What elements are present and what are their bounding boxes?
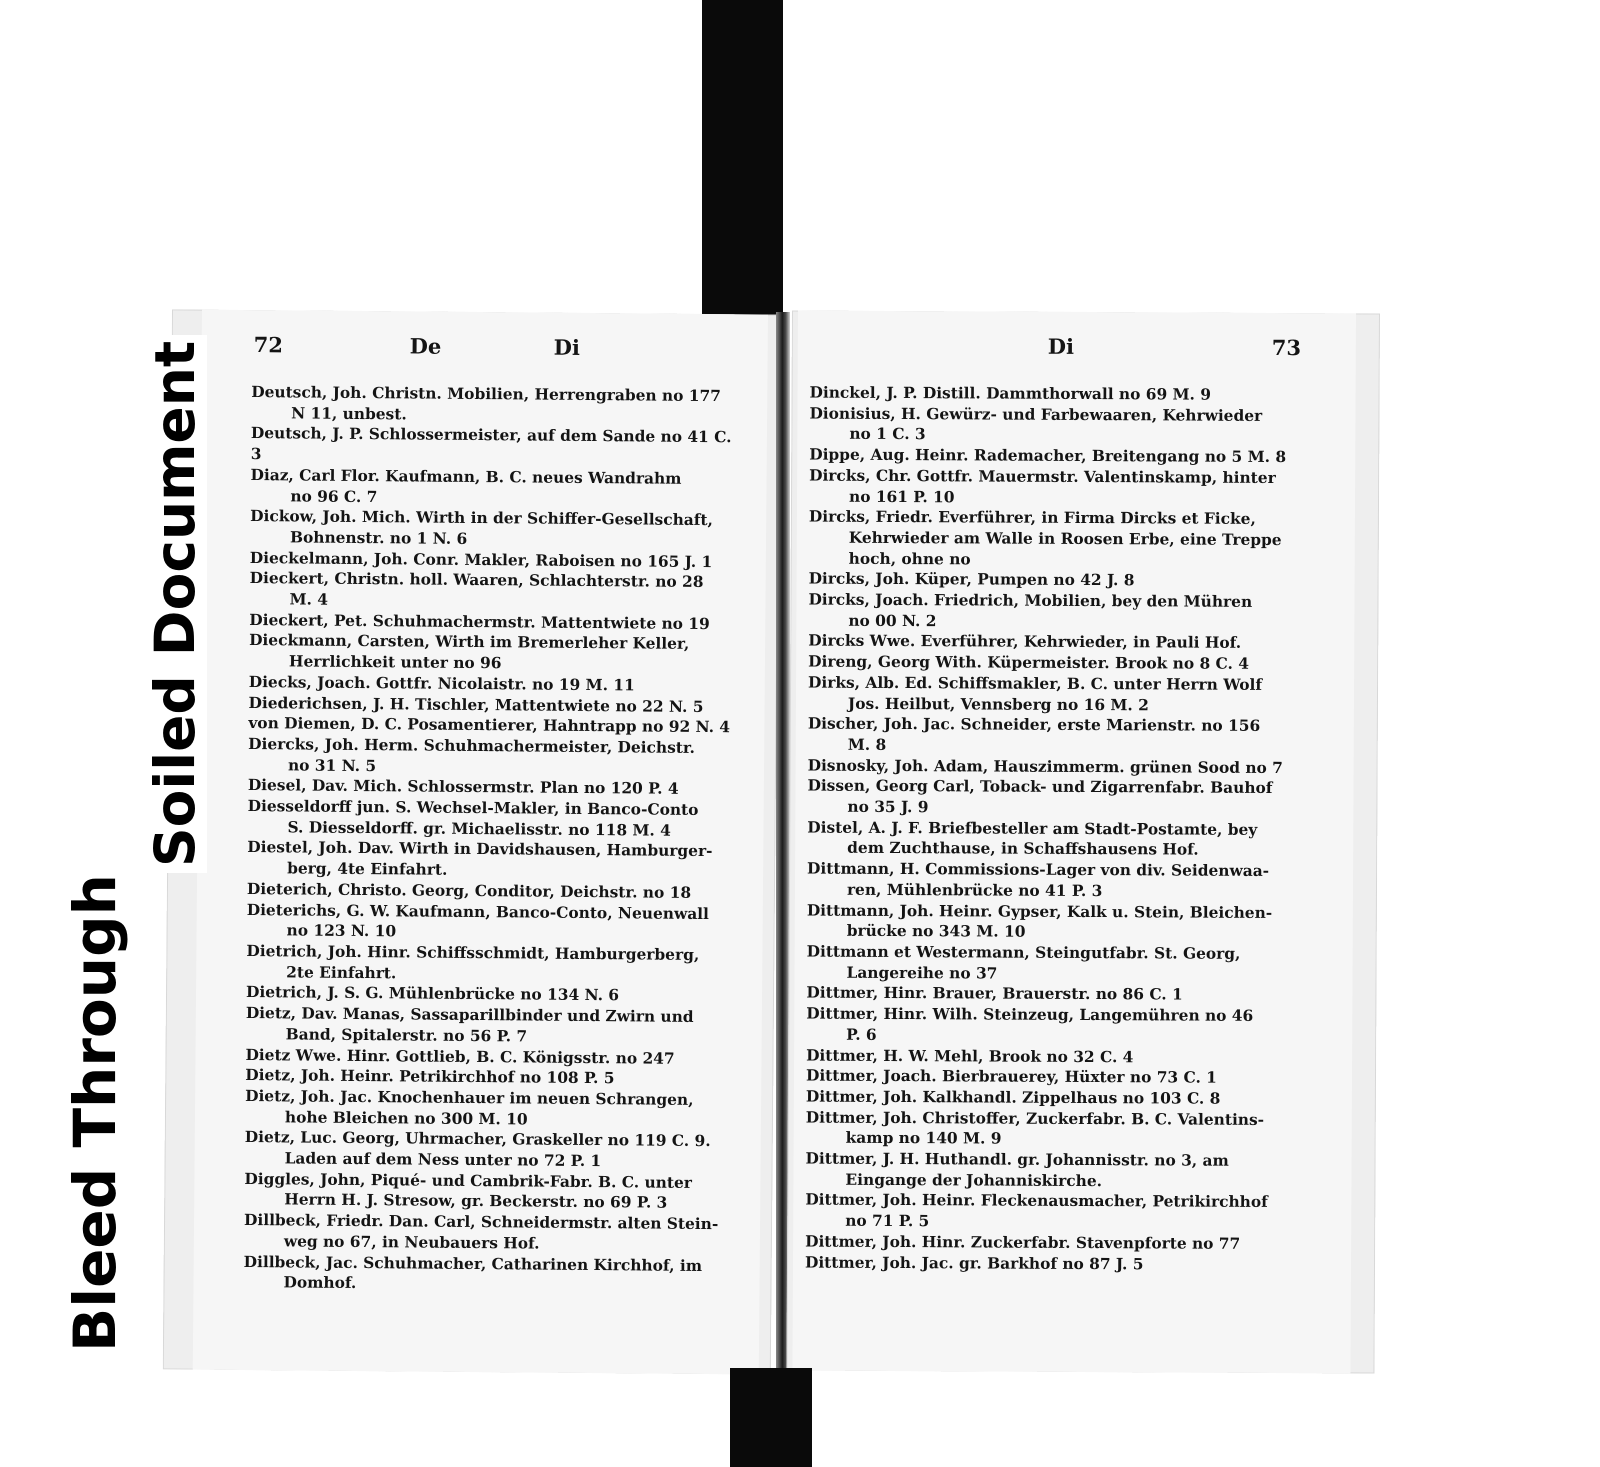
entry-line: Dittmer, H. W. Mehl, Brook no 32 C. 4 <box>806 1046 1134 1066</box>
entry-line: Dillbeck, Friedr. Dan. Carl, Schneidermstr. alten Stein- <box>243 1211 719 1234</box>
entry-line: Dircks Wwe. Everführer, Kehrwieder, in Pauli Hof. <box>808 631 1242 653</box>
directory-entry <box>807 817 1339 861</box>
directory-entry <box>809 403 1341 447</box>
entry-line: Dionisius, H. Gewürz- und Farbewaaren, Kehrwieder <box>809 404 1263 425</box>
entry-line: Dittmann et Westermann, Steingutfabr. St. Georg, <box>806 942 1241 963</box>
entry-continuation-line: weg no 67, in Neubauers Hof. <box>283 1232 540 1253</box>
entry-continuation-line: kamp no 140 M. 9 <box>845 1129 1002 1148</box>
entry-line: Diederichsen, J. H. Tischler, Mattentwiete no 22 N. 5 <box>248 693 704 716</box>
directory-entry <box>251 382 741 428</box>
entry-line: Dieckert, Christn. holl. Waaren, Schlachterstr. no 28 <box>249 569 704 592</box>
entry-continuation-line: no 123 N. 10 <box>286 921 397 941</box>
right-page-header <box>798 332 1356 375</box>
left-page-paper <box>193 310 768 1375</box>
entry-continuation-line: ren, Mühlenbrücke no 41 P. 3 <box>846 880 1103 900</box>
entry-line: Dietz, Dav. Manas, Sassaparillbinder und Zwirn und <box>245 1004 694 1027</box>
entry-line: Dittmer, Hinr. Wilh. Steinzeug, Langemühren no 46 <box>806 1004 1254 1025</box>
directory-entry <box>807 859 1339 903</box>
directory-entry <box>806 1107 1338 1151</box>
entry-line: Dittmer, Joh. Hinr. Zuckerfabr. Stavenpforte no 77 <box>805 1232 1241 1253</box>
entry-line: von Diemen, D. C. Posamentierer, Hahntrapp no 92 N. 4 <box>248 714 731 737</box>
entry-line: Deutsch, Joh. Christn. Mobilien, Herrengraben no 177 <box>251 383 721 406</box>
left-page-header <box>201 332 767 377</box>
entry-continuation-line: P. 6 <box>846 1025 877 1044</box>
entry-continuation-line: Herrn H. J. Stresow, gr. Beckerstr. no 69 P. 3 <box>284 1190 668 1213</box>
entry-line: Dittmer, Joach. Bierbrauerey, Hüxter no 73 C. 1 <box>805 1066 1217 1087</box>
directory-entry <box>808 672 1340 716</box>
directory-entry <box>808 590 1340 634</box>
entry-continuation-line: no 1 C. 3 <box>849 425 926 444</box>
entry-line: Dittmer, J. H. Huthandl. gr. Johannisstr. no 3, am <box>805 1149 1229 1170</box>
directory-entry <box>809 569 1341 592</box>
entry-line: Dietz, Joh. Heinr. Petrikirchhof no 108 P. 5 <box>245 1066 615 1088</box>
entry-line: Dircks, Friedr. Everführer, in Firma Dircks et Ficke, <box>808 507 1256 529</box>
left-header-left: De <box>409 333 442 359</box>
entry-continuation-line: 2te Einfahrt. <box>286 963 397 983</box>
directory-entry <box>244 1210 734 1256</box>
left-page <box>163 309 780 1374</box>
entry-continuation-line: Laden auf dem Ness unter no 72 P. 1 <box>284 1149 602 1171</box>
directory-entry <box>806 1045 1338 1068</box>
directory-entry <box>806 1066 1338 1089</box>
directory-entry <box>805 1190 1337 1234</box>
directory-entry <box>247 796 737 842</box>
directory-entry <box>246 1003 736 1049</box>
entry-continuation-line: Herrlichkeit unter no 96 <box>288 652 502 673</box>
directory-entry <box>250 465 740 511</box>
directory-entry <box>806 1086 1338 1109</box>
directory-entry <box>806 983 1338 1006</box>
directory-entry <box>808 652 1340 675</box>
entry-line: Dittmer, Hinr. Brauer, Brauerstr. no 86 C. 1 <box>806 983 1183 1004</box>
directory-entry <box>808 714 1340 758</box>
entry-line: Dillbeck, Jac. Schuhmacher, Catharinen Kirchhof, im <box>243 1252 703 1275</box>
entry-line: Deutsch, J. P. Schlossermeister, auf dem Sande no 41 C. 3 <box>250 424 732 464</box>
entry-line: Distel, A. J. F. Briefbesteller am Stadt-Postamte, bey <box>807 818 1258 839</box>
entry-line: Diestel, Joh. Dav. Wirth in Davidshausen, Hamburger- <box>247 838 713 861</box>
entry-line: Diesseldorff jun. S. Wechsel-Makler, in Banco-Conto <box>247 797 699 820</box>
entry-continuation-line: Langereihe no 37 <box>846 963 998 983</box>
entry-line: Diaz, Carl Flor. Kaufmann, B. C. neues Wandrahm <box>250 465 682 488</box>
entry-line: Dircks, Chr. Gottfr. Mauermstr. Valentinskamp, hinter <box>809 466 1276 487</box>
entry-line: Dinckel, J. P. Distill. Dammthorwall no 69 M. 9 <box>809 383 1212 404</box>
entry-line: Dircks, Joh. Küper, Pumpen no 42 J. 8 <box>808 569 1135 590</box>
entry-line: Dittmann, Joh. Heinr. Gypser, Kalk u. Stein, Bleichen- <box>806 901 1273 922</box>
directory-entry <box>248 734 738 780</box>
entry-line: Direng, Georg With. Küpermeister. Brook no 8 C. 4 <box>808 652 1250 673</box>
left-header-right: Di <box>553 334 581 360</box>
entry-line: Dittmann, H. Commissions-Lager von div. Seidenwaa- <box>807 859 1270 881</box>
directory-entry <box>805 1231 1337 1254</box>
soiled-document-stamp: Soiled Document <box>143 335 207 873</box>
entry-line: Dietz, Luc. Georg, Uhrmacher, Graskeller no 119 C. 9. <box>244 1128 711 1151</box>
entry-line: Dissen, Georg Carl, Toback- und Zigarrenfabr. Bauhof <box>807 776 1273 798</box>
entry-continuation-line: S. Diesseldorff. gr. Michaelisstr. no 118 M. 4 <box>287 818 671 840</box>
entry-continuation-line: Jos. Heilbut, Vennsberg no 16 M. 2 <box>847 694 1149 714</box>
entry-continuation-line: no 96 C. 7 <box>290 486 378 506</box>
entry-line: Diesel, Dav. Mich. Schlossermstr. Plan no 120 P. 4 <box>247 776 679 799</box>
entry-line: Diercks, Joh. Herm. Schuhmachermeister, Deichstr. <box>248 734 696 757</box>
left-entry-list <box>243 382 741 1297</box>
entry-line: Dirks, Alb. Ed. Schiffsmakler, B. C. unter Herrn Wolf <box>808 673 1263 694</box>
entry-line: Dietz Wwe. Hinr. Gottlieb, B. C. Königsstr. no 247 <box>245 1045 675 1068</box>
entry-continuation-line: no 161 P. 10 <box>848 487 955 506</box>
directory-entry <box>249 568 739 614</box>
directory-entry <box>805 1149 1337 1193</box>
entry-line: Dieterich, Christo. Georg, Conditor, Deichstr. no 18 <box>246 879 692 902</box>
entry-continuation-line: no 71 P. 5 <box>845 1211 930 1231</box>
entry-continuation-line: dem Zuchthause, in Schaffshausens Hof. <box>847 839 1199 860</box>
entry-continuation-line: Kehrwieder am Walle in Roosen Erbe, eine Treppe <box>848 528 1282 549</box>
directory-entry <box>809 445 1341 468</box>
directory-entry <box>244 1169 734 1215</box>
entry-line: Diecks, Joach. Gottfr. Nicolaistr. no 19 M. 11 <box>248 672 635 695</box>
entry-continuation-line: Bohnenstr. no 1 N. 6 <box>289 528 468 548</box>
directory-entry <box>809 465 1341 509</box>
entry-line: Dietrich, Joh. Hinr. Schiffsschmidt, Hamburgerberg, <box>246 942 700 964</box>
entry-line: Discher, Joh. Jac. Schneider, erste Marienstr. no 156 <box>807 714 1261 736</box>
entry-continuation-line: brücke no 343 M. 10 <box>846 922 1026 941</box>
entry-continuation-line: berg, 4te Einfahrt. <box>287 859 448 879</box>
directory-entry <box>245 1086 735 1132</box>
entry-continuation-line: Eingange der Johanniskirche. <box>845 1170 1103 1190</box>
bleed-through-stamp: Bleed Through <box>61 866 129 1360</box>
entry-continuation-line: no 31 N. 5 <box>287 756 377 775</box>
entry-line: Dieckert, Pet. Schuhmachermstr. Mattentwiete no 19 <box>249 610 710 633</box>
entry-line: Dietrich, J. S. G. Mühlenbrücke no 134 N. 6 <box>245 983 620 1005</box>
directory-entry <box>807 900 1339 944</box>
entry-continuation-line: hohe Bleichen no 300 M. 10 <box>284 1107 528 1129</box>
entry-line: Dieterichs, G. W. Kaufmann, Banco-Conto, Neuenwall <box>246 900 709 923</box>
entry-line: Dittmer, Joh. Jac. gr. Barkhof no 87 J. 5 <box>804 1253 1144 1273</box>
entry-continuation-line: no 35 J. 9 <box>847 797 929 817</box>
entry-line: Dittmer, Joh. Heinr. Fleckenausmacher, Petrikirchhof <box>805 1190 1268 1212</box>
directory-entry <box>808 631 1340 654</box>
entry-continuation-line: Band, Spitalerstr. no 56 P. 7 <box>285 1025 528 1046</box>
entry-line: Dieckmann, Carsten, Wirth im Bremerleher Keller, <box>249 631 690 654</box>
right-header-center: Di <box>1047 333 1075 359</box>
directory-entry <box>246 941 736 987</box>
directory-entry <box>247 900 737 946</box>
directory-entry <box>809 507 1341 572</box>
directory-entry <box>247 837 737 883</box>
left-page-number: 72 <box>253 332 284 358</box>
entry-line: Dittmer, Joh. Kalkhandl. Zippelhaus no 103 C. 8 <box>805 1087 1221 1108</box>
right-entry-list <box>805 383 1342 1276</box>
entry-continuation-line: N 11, unbest. <box>291 404 407 424</box>
entry-line: Dieckelmann, Joh. Conr. Makler, Raboisen no 165 J. 1 <box>249 548 713 571</box>
entry-line: Dittmer, Joh. Christoffer, Zuckerfabr. B. C. Valentins- <box>805 1108 1265 1129</box>
directory-entry <box>807 776 1339 820</box>
directory-entry <box>805 1252 1337 1275</box>
entry-line: Dietz, Joh. Jac. Knochenhauer im neuen Schrangen, <box>245 1086 694 1109</box>
directory-entry <box>806 1004 1338 1048</box>
right-page-number: 73 <box>1271 334 1302 361</box>
right-page-paper <box>792 310 1356 1373</box>
directory-entry <box>243 1252 733 1298</box>
entry-continuation-line: no 00 N. 2 <box>848 611 937 630</box>
right-page <box>786 310 1380 1373</box>
bookmark-ribbon-bottom <box>730 1368 812 1467</box>
entry-line: Dippe, Aug. Heinr. Rademacher, Breitengang no 5 M. 8 <box>809 445 1287 467</box>
directory-entry <box>249 630 739 676</box>
entry-line: Dircks, Joach. Friedrich, Mobilien, bey den Mühren <box>808 590 1253 611</box>
entry-continuation-line: Domhof. <box>283 1273 357 1293</box>
entry-continuation-line: hoch, ohne no <box>848 549 971 569</box>
directory-entry <box>251 423 741 469</box>
directory-entry <box>250 506 740 552</box>
entry-line: Diggles, John, Piqué- und Cambrik-Fabr. B. C. unter <box>244 1169 692 1192</box>
entry-continuation-line: M. 4 <box>289 590 329 609</box>
directory-entry <box>810 383 1342 406</box>
bookmark-ribbon-top <box>702 0 783 325</box>
directory-entry <box>806 942 1338 986</box>
entry-line: Dickow, Joh. Mich. Wirth in der Schiffer-Gesellschaft, <box>250 507 713 530</box>
entry-continuation-line: M. 8 <box>847 735 887 754</box>
directory-entry <box>245 1127 735 1173</box>
directory-entry <box>808 755 1340 778</box>
entry-line: Disnosky, Joh. Adam, Hauszimmerm. grünen Sood no 7 <box>807 756 1283 777</box>
